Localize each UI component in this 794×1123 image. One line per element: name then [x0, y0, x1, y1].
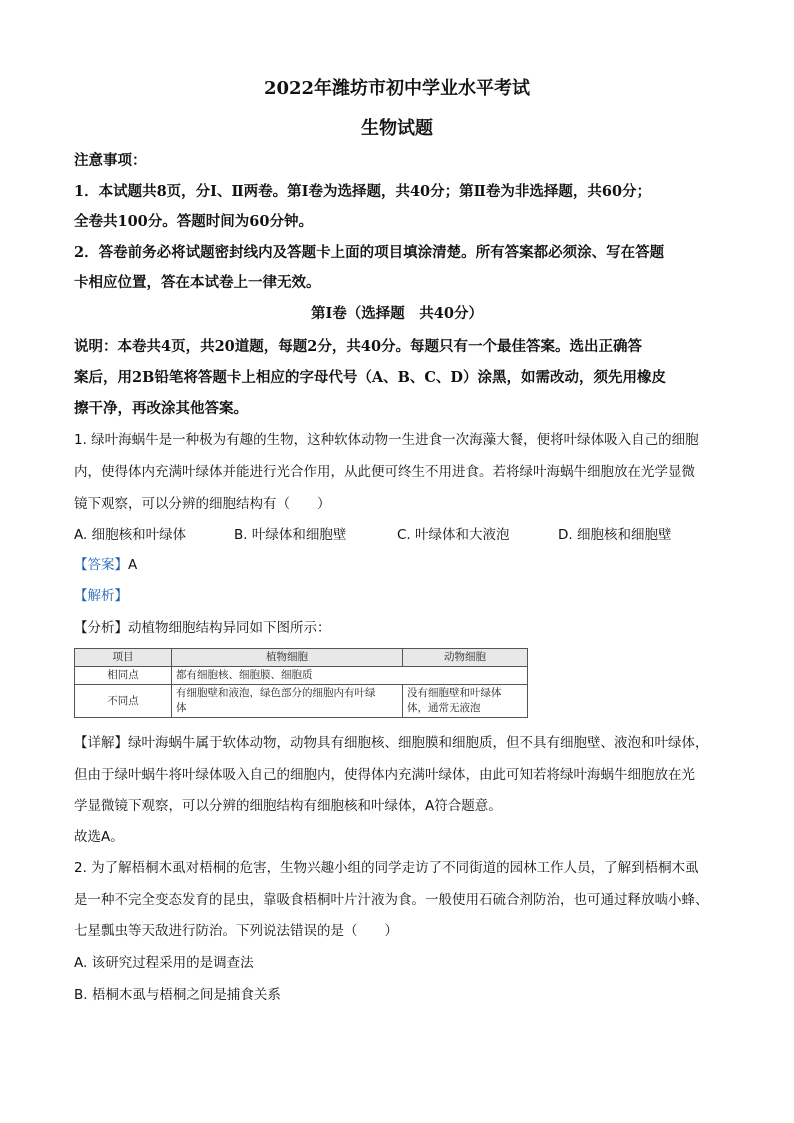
table-same-label: 相同点	[75, 667, 172, 685]
q1-option-d: D. 细胞核和细胞壁	[558, 527, 672, 543]
notice-heading: 注意事项：	[74, 152, 147, 169]
table-header-animal: 动物细胞	[403, 649, 528, 667]
detail-tag: 【详解】	[74, 735, 128, 751]
q2-stem-line1: 2. 为了解梧桐木虱对梧桐的危害，生物兴趣小组的同学走访了不同街道的园林工作人员，了解到梧桐木虱	[74, 860, 699, 876]
section1-desc-line2: 案后，用2B铅笔将答题卡上相应的字母代号（A、B、C、D）涂黑，如需改动，须先用橡皮	[74, 369, 666, 386]
table-header-plant: 植物细胞	[172, 649, 403, 667]
table-diff-animal-line1: 没有细胞壁和叶绿体	[407, 687, 502, 699]
q2-option-a: A. 该研究过程采用的是调查法	[74, 955, 254, 971]
table-row-diff	[75, 685, 528, 718]
detail-text-line1: 绿叶海蜗牛属于软体动物，动物具有细胞核、细胞膜和细胞质，但不具有细胞壁、液泡和叶绿体，	[128, 735, 709, 751]
notice-item2-line2: 卡相应位置，答在本试卷上一律无效。	[74, 274, 321, 291]
table-diff-plant-line2: 体	[176, 702, 187, 714]
table-row-same	[75, 667, 528, 685]
q1-answer	[74, 555, 137, 575]
table-header-item: 项目	[75, 649, 172, 667]
table-diff-plant-line1: 有细胞壁和液泡，绿色部分的细胞内有叶绿	[176, 687, 376, 699]
table-diff-animal	[403, 685, 528, 718]
exam-title: 2022年潍坊市初中学业水平考试	[263, 78, 531, 99]
q1-detail-line1	[74, 733, 709, 753]
subject-title: 生物试题	[361, 118, 433, 139]
q2-stem-line3: 七星瓢虫等天敌进行防治。下列说法错误的是（ ）	[74, 923, 398, 939]
q1-option-b: B. 叶绿体和细胞壁	[234, 527, 347, 543]
fenxi-text: 动植物细胞结构异同如下图所示：	[128, 620, 331, 636]
q1-option-c: C. 叶绿体和大液泡	[397, 527, 510, 543]
q1-stem-line2: 内，使得体内充满叶绿体并能进行光合作用，从此便可终生不用进食。若将绿叶海蜗牛细胞放在光学显微	[74, 464, 695, 480]
q1-detail-line2: 但由于绿叶蜗牛将叶绿体吸入自己的细胞内，使得体内充满叶绿体，由此可知若将绿叶海蜗牛细胞放在光	[74, 767, 695, 783]
table-diff-animal-line2: 体，通常无液泡	[407, 702, 481, 714]
answer-tag: 【答案】	[74, 557, 128, 573]
section1-desc-line1: 说明：本卷共4页，共20道题，每题2分，共40分。每题只有一个最佳答案。选出正确答	[74, 338, 643, 355]
q1-fenxi	[74, 618, 331, 638]
table-header-row	[75, 649, 528, 667]
table-same-value: 都有细胞核、细胞膜、细胞质	[172, 667, 528, 685]
q1-stem-line3: 镜下观察，可以分辨的细胞结构有（ ）	[74, 496, 331, 512]
q2-option-b: B. 梧桐木虱与梧桐之间是捕食关系	[74, 987, 281, 1003]
notice-item2-line1: 2．答卷前务必将试题密封线内及答题卡上面的项目填涂清楚。所有答案都必须涂、写在答题	[74, 244, 665, 261]
q2-stem-line2: 是一种不完全变态发育的昆虫，靠吸食梧桐叶片汁液为食。一般使用石硫合剂防治，也可通过释放啮小蜂、	[74, 892, 709, 908]
notice-item1-line1: 1．本试题共8页，分Ⅰ、Ⅱ两卷。第Ⅰ卷为选择题，共40分；第Ⅱ卷为非选择题，共60分；	[74, 183, 652, 200]
q1-detail-line3: 学显微镜下观察，可以分辨的细胞结构有细胞核和叶绿体，A符合题意。	[74, 798, 502, 814]
q1-option-a: A. 细胞核和叶绿体	[74, 527, 187, 543]
notice-item1-line2: 全卷共100分。答题时间为60分钟。	[74, 213, 313, 230]
analysis-tag: 【解析】	[74, 588, 128, 604]
fenxi-tag: 【分析】	[74, 620, 128, 636]
q1-stem-line1: 1. 绿叶海蜗牛是一种极为有趣的生物，这种软体动物一生进食一次海藻大餐，便将叶绿体吸入自己的细胞	[74, 432, 699, 448]
answer-value: A	[128, 557, 138, 573]
q1-conclusion: 故选A。	[74, 829, 124, 845]
section1-desc-line3: 擦干净，再改涂其他答案。	[74, 400, 248, 417]
cell-comparison-table	[74, 648, 528, 718]
section1-heading: 第Ⅰ卷（选择题 共40分）	[311, 305, 483, 322]
table-diff-plant	[172, 685, 403, 718]
table-diff-label: 不同点	[75, 685, 172, 718]
